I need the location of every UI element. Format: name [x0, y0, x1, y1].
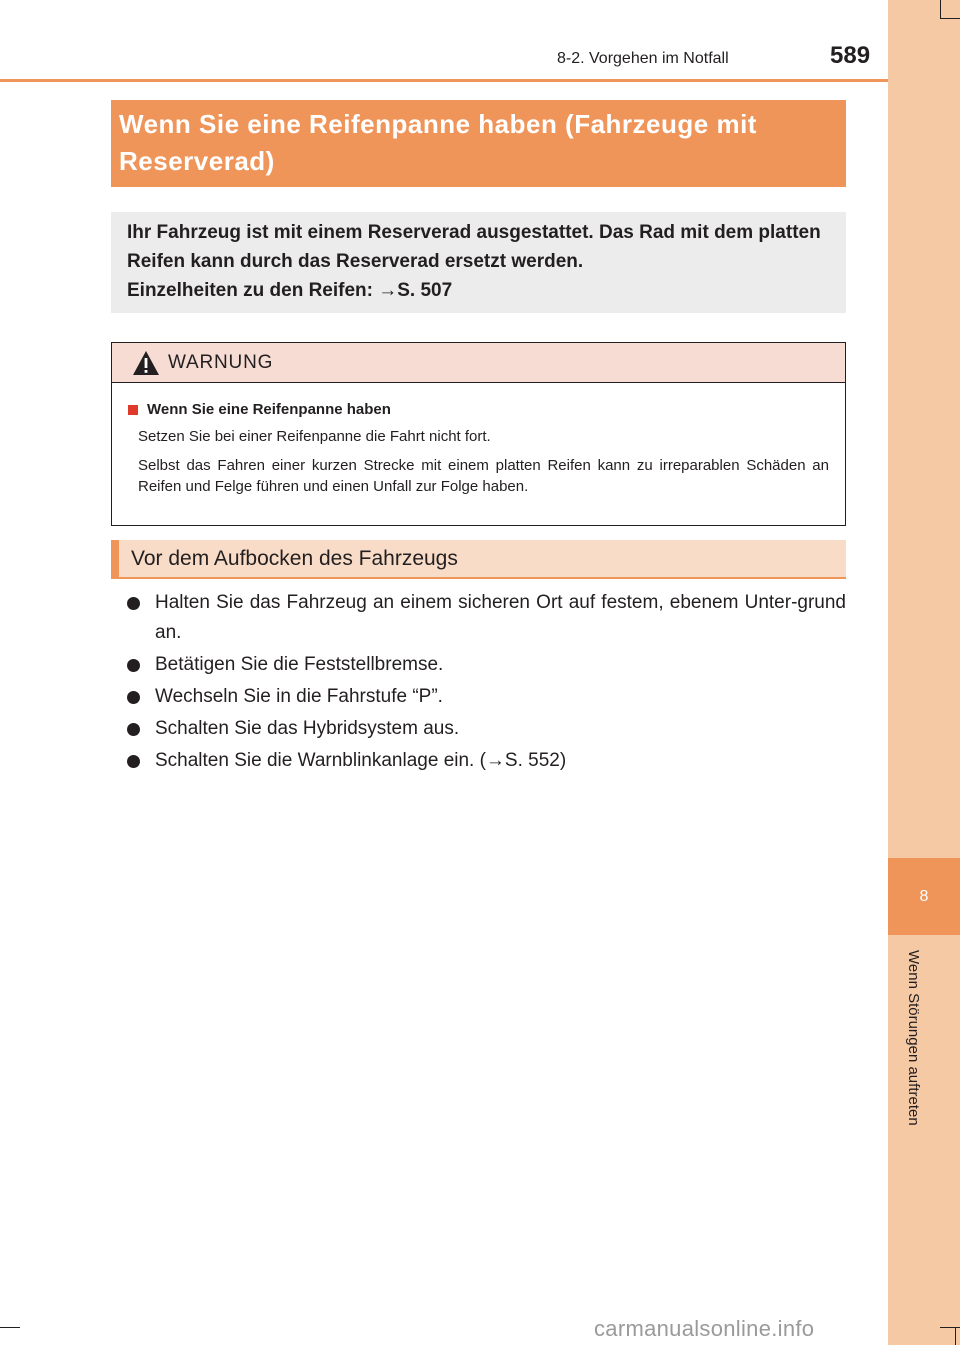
- warning-subheading: [128, 401, 829, 418]
- warning-paragraph: Selbst das Fahren einer kurzen Strecke mit einem platten Reifen kann zu irreparablen Schäden an Reifen und Felge führen und einen Unfall zur Folge haben.: [138, 457, 829, 495]
- intro-box: [111, 212, 846, 313]
- section-title: Wenn Sie eine Reifenpanne haben (Fahrzeuge mit Reserverad): [119, 109, 757, 176]
- crop-mark: [940, 0, 941, 18]
- chapter-tab[interactable]: [888, 858, 960, 935]
- list-item: [126, 650, 846, 680]
- intro-line: Reifen kann durch das Reserverad ersetzt werden.: [127, 251, 584, 272]
- section-title-box: [111, 100, 846, 187]
- list-item: [126, 714, 846, 744]
- running-header-section: 8-2. Vorgehen im Notfall: [557, 50, 729, 67]
- list-item-text[interactable]: Schalten Sie die Warnblinkanlage ein. (→S. 552): [155, 750, 567, 771]
- list-item-text: Schalten Sie das Hybridsystem aus.: [155, 718, 460, 739]
- warning-header: [112, 343, 845, 383]
- square-bullet-icon: [128, 405, 138, 415]
- list-item: [126, 588, 846, 648]
- bullet-dot-icon: [127, 691, 140, 704]
- warning-box: [111, 342, 846, 526]
- list-item: [126, 746, 846, 776]
- page-number: 589: [830, 42, 871, 69]
- intro-line: Ihr Fahrzeug ist mit einem Reserverad ausgestattet. Das Rad mit dem platten: [127, 222, 821, 243]
- header-rule: [0, 79, 888, 82]
- crop-mark: [955, 1327, 956, 1345]
- bullet-dot-icon: [127, 597, 140, 610]
- intro-reference[interactable]: Einzelheiten zu den Reifen: →S. 507: [127, 280, 453, 301]
- warning-triangle-icon: [132, 350, 160, 376]
- chapter-title-vertical: Wenn Störungen auftreten: [905, 950, 922, 1126]
- warning-subheading-text: Wenn Sie eine Reifenpanne haben: [147, 401, 391, 418]
- warning-body: [112, 383, 845, 497]
- bullet-dot-icon: [127, 659, 140, 672]
- list-item-text: Halten Sie das Fahrzeug an einem sicheren Ort auf festem, ebenem Unter-grund an.: [155, 592, 846, 643]
- bullet-dot-icon: [127, 755, 140, 768]
- subsection-header: [111, 540, 846, 579]
- watermark: carmanualsonline.info: [594, 1316, 815, 1341]
- list-item-text: Betätigen Sie die Feststellbremse.: [155, 654, 444, 675]
- crop-mark: [940, 18, 960, 19]
- warning-paragraph: Setzen Sie bei einer Reifenpanne die Fahrt nicht fort.: [138, 428, 491, 445]
- crop-mark: [940, 1327, 960, 1328]
- crop-mark: [0, 1327, 20, 1328]
- subsection-title: Vor dem Aufbocken des Fahrzeugs: [131, 546, 458, 570]
- list-item-text: Wechseln Sie in die Fahrstufe “P”.: [155, 686, 443, 707]
- bullet-dot-icon: [127, 723, 140, 736]
- list-item: [126, 682, 846, 712]
- chapter-number: 8: [919, 887, 929, 905]
- warning-title: WARNUNG: [168, 351, 274, 373]
- bullet-list: [126, 588, 846, 778]
